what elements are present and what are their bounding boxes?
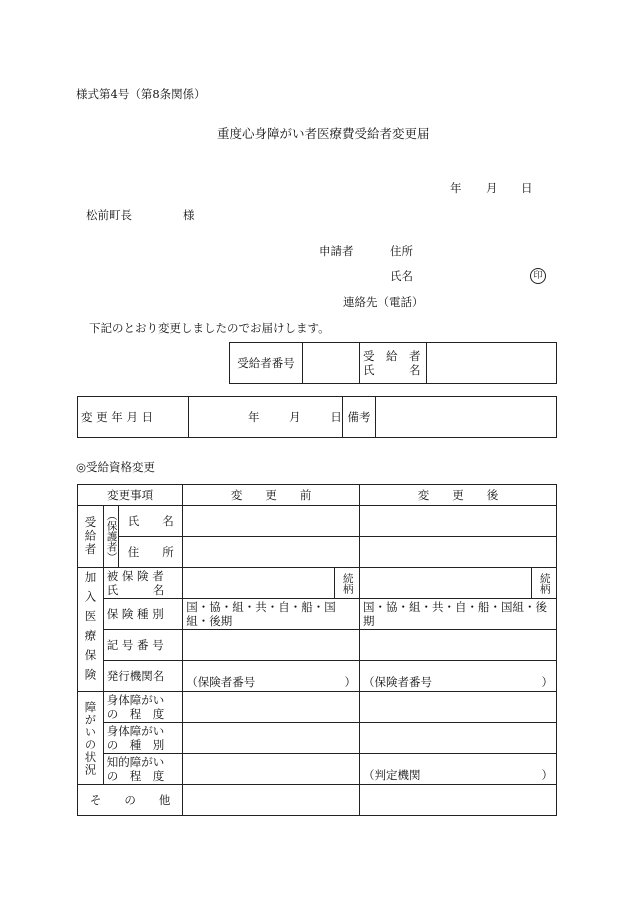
insurer-no-before-label: （保険者番号 [186,674,256,689]
table-row [78,723,557,754]
address-after-field[interactable] [360,537,557,568]
other-after[interactable] [360,785,557,816]
guardian-group-label: （保護者） [103,506,119,568]
applicant-name-label: 氏名 [390,269,413,283]
other-label: そ の 他 [78,785,183,816]
phys-type-before[interactable] [183,723,360,754]
disability-group-label: 障がいの状況 [78,692,104,785]
intro-text: 下記のとおり変更しましたのでお届けします。 [89,321,330,335]
recipient-number-label: 受給者番号 [230,343,303,384]
insurer-no-after-label: （保険者番号 [363,674,432,689]
judge-org-label: （判定機関 [363,767,421,782]
form-title: 重度心身障がい者医療費受給者変更届 [217,126,430,141]
header-after: 変 更 後 [360,485,557,506]
applicant-address-label: 住所 [390,244,413,258]
recipient-box [229,342,557,384]
symbol-number-before[interactable] [183,630,360,661]
table-row [78,661,557,692]
insurance-group-label: 加入医療保険 [78,568,104,692]
phys-type-label [103,723,182,754]
header-item: 変更事項 [78,485,183,506]
change-month-label: 月 [289,409,301,424]
date-year-label: 年 [450,181,462,195]
recipient-name-label-line1: 受 給 者 [363,348,421,363]
addressee-name: 松前町長 [86,208,132,222]
recipient-number-field[interactable] [303,343,360,384]
remarks-field[interactable] [376,397,557,438]
insurance-type-label: 保 険 種 別 [103,599,182,630]
table-row [78,754,557,785]
table-header-row [78,485,557,506]
phys-type-line2: の 種 別 [106,738,165,752]
insurance-type-after[interactable]: 国・協・組・共・自・船・国組・後期 [360,599,557,630]
recipient-name-label-line2: 氏 名 [363,363,421,377]
issuer-label: 発行機関名 [103,661,182,692]
table-row [78,630,557,661]
relation-before-label: 続柄 [335,568,360,599]
recipient-name-field[interactable] [427,343,557,384]
symbol-number-label: 記 号 番 号 [103,630,182,661]
recipient-name-label [360,343,427,384]
table-row [78,506,557,537]
name-before-field[interactable] [183,506,360,537]
table-row [78,599,557,630]
applicant-contact-label: 連絡先（電話） [343,295,424,309]
intel-degree-line1: 知的障がい [106,754,165,769]
date-day-label: 日 [521,181,533,195]
change-date-label: 変 更 年 月 日 [78,397,189,438]
insured-label-line2: 氏 名 [106,583,165,597]
header-before: 変 更 前 [183,485,360,506]
insured-name-label [103,568,182,599]
form-number: 様式第4号（第8条関係） [76,87,206,101]
insurance-type-before[interactable]: 国・協・組・共・自・船・国組・後期 [183,599,360,630]
insured-before-field[interactable] [183,568,335,599]
address-row-label: 住 所 [119,537,183,568]
change-day-label: 日 [330,409,342,424]
name-row-label: 氏 名 [119,506,183,537]
seal-mark [530,267,546,284]
change-date-field[interactable] [189,397,343,438]
phys-degree-label [103,692,182,723]
close-paren-before: ） [344,674,356,689]
table-row [78,785,557,816]
other-before[interactable] [183,785,360,816]
recipient-group-label: 受給者 [78,506,104,568]
change-year-label: 年 [248,409,260,424]
table-row [78,537,557,568]
eligibility-change-table [77,484,557,816]
date-month-label: 月 [486,181,498,195]
phys-degree-after[interactable] [360,692,557,723]
intel-degree-before[interactable] [183,754,360,785]
symbol-number-after[interactable] [360,630,557,661]
relation-after-label: 続柄 [532,568,557,599]
intel-degree-label [103,754,182,785]
issuer-before[interactable] [183,661,360,692]
insured-after-field[interactable] [360,568,532,599]
intel-degree-after[interactable] [360,754,557,785]
issuer-after[interactable] [360,661,557,692]
phys-type-after[interactable] [360,723,557,754]
phys-degree-before[interactable] [183,692,360,723]
close-paren-after: ） [541,674,553,689]
applicant-label: 申請者 [319,244,354,258]
insured-label-line1: 被 保 険 者 [106,568,164,583]
phys-type-line1: 身体障がい [106,723,165,738]
section-title: ◎受給資格変更 [76,460,156,474]
table-row [78,568,557,599]
remarks-label: 備考 [343,397,376,438]
intel-degree-line2: の 程 度 [106,769,165,783]
addressee-honorific: 様 [183,208,195,222]
close-paren-judge: ） [541,767,553,782]
phys-degree-line1: 身体障がい [106,692,165,707]
seal-icon: 印 [530,268,546,284]
name-after-field[interactable] [360,506,557,537]
phys-degree-line2: の 程 度 [106,707,165,721]
address-before-field[interactable] [183,537,360,568]
change-date-box [77,396,557,438]
table-row [78,692,557,723]
